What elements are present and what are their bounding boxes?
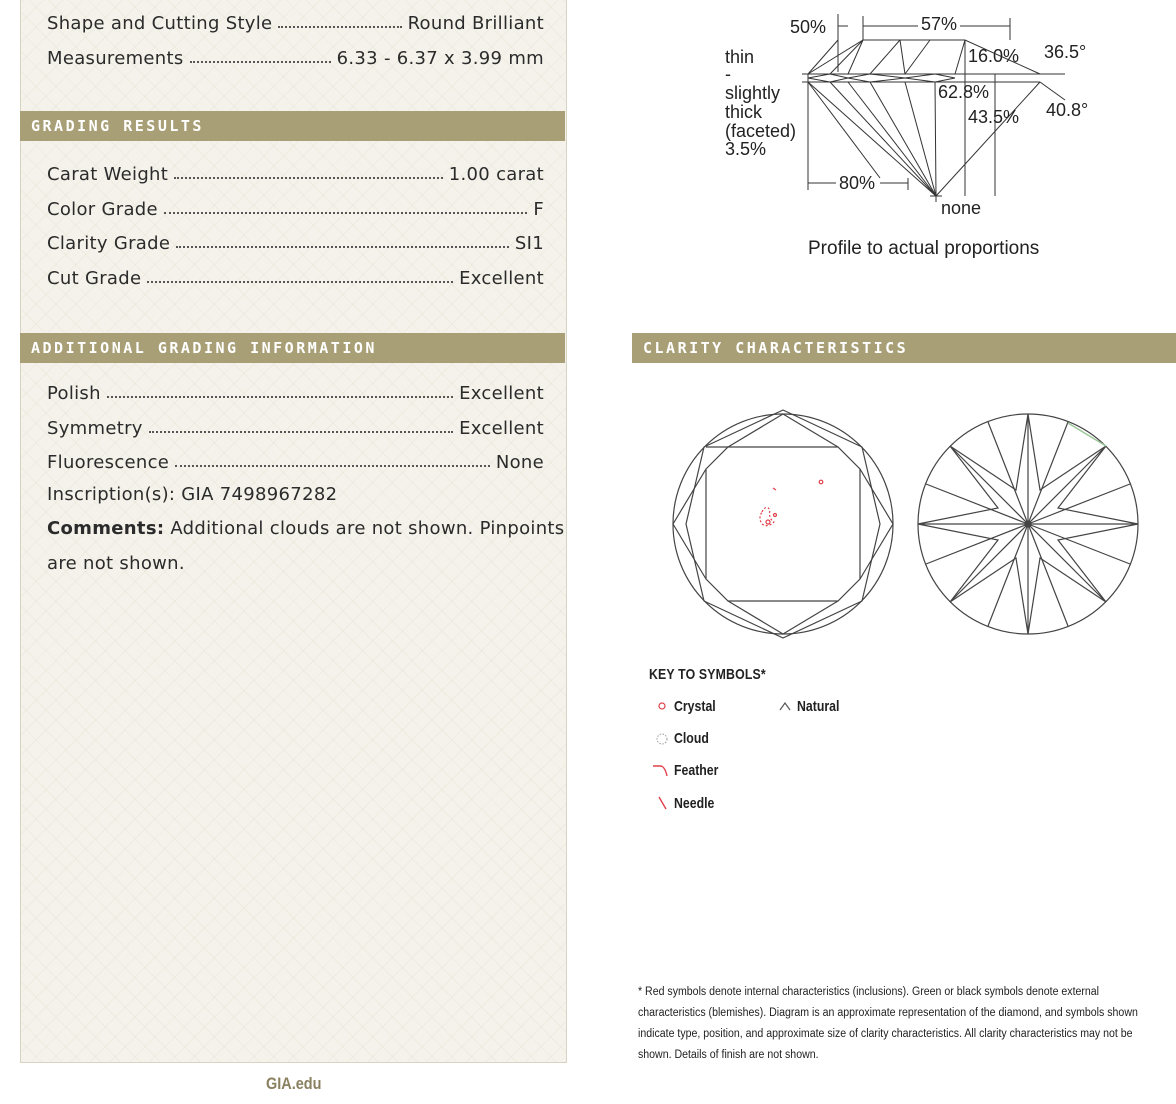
additional-row-polish	[47, 376, 544, 404]
crown-view-diagram	[673, 410, 893, 638]
detail-row-measurements	[47, 41, 544, 69]
comments-text: Additional clouds are not shown. Pinpoints	[170, 518, 565, 539]
crown-height-label: 16.0%	[968, 46, 1020, 66]
dot-leader	[190, 61, 331, 63]
key-item-needle: Needle	[674, 795, 715, 812]
natural-icon	[778, 700, 792, 712]
girdle-label-line2: -	[725, 64, 731, 84]
additional-label: Fluorescence	[47, 452, 170, 473]
dot-leader	[176, 246, 509, 248]
dot-leader	[164, 212, 527, 214]
grading-row-carat	[47, 157, 544, 185]
grading-row-clarity	[47, 226, 544, 254]
comments-line-2: are not shown.	[47, 553, 185, 574]
comments-line-1	[47, 518, 564, 539]
culet-label: none	[941, 198, 982, 218]
grading-value: 1.00 carat	[448, 164, 544, 185]
inclusion-marks	[760, 480, 823, 525]
table-percentage-label: 57%	[921, 14, 958, 34]
girdle-label-line1: thin	[725, 47, 755, 67]
proportions-diagram	[700, 0, 1176, 270]
pavilion-angle-label: 40.8°	[1046, 100, 1089, 120]
additional-row-symmetry	[47, 411, 544, 439]
detail-label: Measurements	[47, 48, 184, 69]
dot-leader	[107, 396, 453, 398]
additional-value: None	[495, 452, 544, 473]
girdle-label-line5: (faceted)	[725, 121, 797, 141]
proportions-caption: Profile to actual proportions	[808, 238, 1040, 259]
grading-label: Carat Weight	[47, 164, 169, 185]
grading-label: Cut Grade	[47, 268, 142, 289]
detail-label: Shape and Cutting Style	[47, 13, 273, 34]
total-depth-label: 62.8%	[938, 82, 990, 102]
external-blemish-mark	[1068, 423, 1106, 446]
grading-label: Color Grade	[47, 199, 158, 220]
additional-info-header: ADDITIONAL GRADING INFORMATION	[20, 333, 565, 363]
grading-value: F	[533, 199, 544, 220]
detail-value: Round Brilliant	[407, 13, 544, 34]
pavilion-view-diagram	[918, 414, 1138, 634]
girdle-label-line3: slightly	[725, 83, 781, 103]
clarity-characteristics-header: CLARITY CHARACTERISTICS	[632, 333, 1176, 363]
lower-half-label: 80%	[839, 173, 876, 193]
key-item-crystal: Crystal	[674, 698, 716, 715]
additional-label: Polish	[47, 383, 101, 404]
detail-value: 6.33 - 6.37 x 3.99 mm	[336, 48, 544, 69]
grading-value: SI1	[514, 233, 544, 254]
additional-value: Excellent	[459, 418, 544, 439]
comments-label: Comments:	[47, 518, 165, 539]
girdle-label-line6: 3.5%	[725, 139, 767, 159]
crown-angle-label: 36.5°	[1044, 42, 1087, 62]
grading-results-header: GRADING RESULTS	[20, 111, 565, 141]
dot-leader	[147, 281, 453, 283]
key-item-natural: Natural	[797, 698, 840, 715]
grading-value: Excellent	[459, 268, 544, 289]
pavilion-depth-label: 43.5%	[968, 107, 1020, 127]
clarity-footnote: * Red symbols denote internal characteristics (inclusions). Green or black symbols denote external characteristics (blemishes). Diagram is an approximate representation of the diamond, and symbols shown indicate type, position, and approximate size of clarity characteristics. All clarity characteristics may not be shown. Details of finish are not shown.	[638, 986, 1138, 1061]
grading-row-color	[47, 192, 544, 220]
key-to-symbols-title: KEY TO SYMBOLS*	[649, 666, 766, 683]
key-item-feather: Feather	[674, 762, 719, 779]
detail-row-shape	[47, 6, 544, 34]
dot-leader	[174, 177, 443, 179]
girdle-label-line4: thick	[725, 102, 763, 122]
dot-leader	[278, 26, 401, 28]
additional-label: Symmetry	[47, 418, 143, 439]
cloud-icon	[654, 732, 670, 746]
gia-website-link[interactable]: GIA.edu	[266, 1074, 322, 1093]
clarity-plot-diagrams	[665, 405, 1155, 645]
additional-row-fluorescence	[47, 445, 544, 473]
grading-label: Clarity Grade	[47, 233, 171, 254]
crystal-icon	[655, 700, 669, 714]
inscription-text: Inscription(s): GIA 7498967282	[47, 484, 338, 505]
additional-value: Excellent	[459, 383, 544, 404]
star-length-label: 50%	[790, 17, 827, 37]
dot-leader	[175, 465, 490, 467]
dot-leader	[149, 431, 453, 433]
needle-icon	[656, 795, 670, 811]
feather-icon	[652, 763, 672, 779]
grading-row-cut	[47, 261, 544, 289]
key-item-cloud: Cloud	[674, 730, 709, 747]
